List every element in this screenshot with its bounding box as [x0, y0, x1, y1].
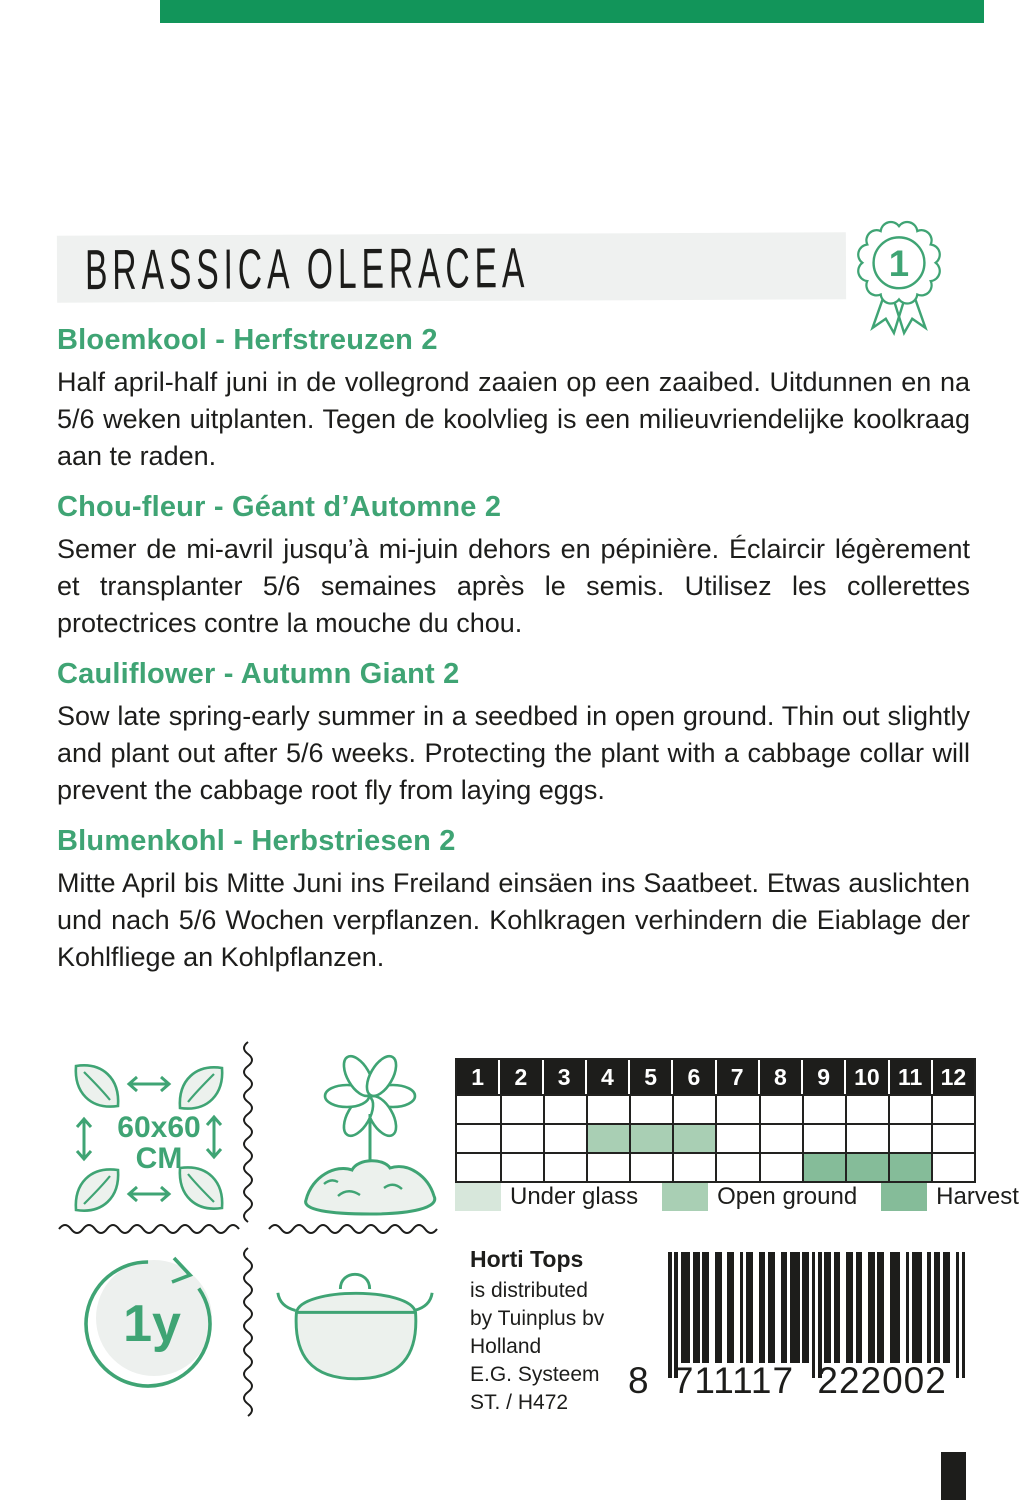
- sowing-flower-icon: [292, 1050, 450, 1222]
- distributor-line: Holland: [470, 1335, 542, 1358]
- heading-french: Chou-fleur - Géant d’Automne 2: [57, 491, 502, 523]
- spacing-unit: CM: [135, 1142, 183, 1175]
- calendar-legend: [455, 1183, 1019, 1211]
- heading-dutch: Bloemkool - Herfstreuzen 2: [57, 324, 438, 356]
- month-7: 7: [717, 1060, 758, 1094]
- barcode-bar: [871, 1252, 875, 1363]
- calendar-cell: [802, 1125, 845, 1152]
- wavy-divider-vertical: [240, 1040, 256, 1432]
- calendar-cell: [543, 1154, 586, 1181]
- harvest-label: Harvest: [936, 1183, 1019, 1210]
- calendar-cell: [931, 1096, 974, 1123]
- calendar-cell: [629, 1096, 672, 1123]
- barcode-bar: [896, 1252, 900, 1363]
- distributor-name: Horti Tops: [470, 1246, 584, 1272]
- month-11: 11: [890, 1060, 931, 1094]
- calendar-cell: [715, 1154, 758, 1181]
- calendar-cell: [500, 1096, 543, 1123]
- barcode-bar: [827, 1252, 831, 1363]
- month-9: 9: [803, 1060, 844, 1094]
- species-banner: [57, 232, 846, 302]
- calendar-cell: [759, 1125, 802, 1152]
- body-dutch: Half april-half juni in de vollegrond zaaien op een zaaibed. Uitdunnen en na 5/6 weken uitplanten. Tegen de koolvlieg is een milieuvriendelijke koolkraag aan te raden.: [57, 367, 970, 471]
- calendar-cell: [457, 1154, 500, 1181]
- calendar-cell: [802, 1096, 845, 1123]
- barcode-bar: [906, 1252, 910, 1363]
- barcode-bar: [837, 1252, 841, 1363]
- calendar-cell: [715, 1125, 758, 1152]
- calendar-cell: [931, 1154, 974, 1181]
- calendar-row-under-glass: [457, 1094, 974, 1123]
- calendar-cell: [802, 1154, 845, 1181]
- viability-value: 1y: [123, 1295, 181, 1353]
- month-8: 8: [760, 1060, 801, 1094]
- under-glass-swatch: [455, 1183, 501, 1211]
- barcode-bar: [946, 1252, 950, 1363]
- barcode-bar: [796, 1252, 800, 1363]
- calendar-cell: [759, 1096, 802, 1123]
- open-ground-label: Open ground: [717, 1183, 858, 1210]
- barcode-bar: [687, 1252, 691, 1363]
- distributor-line: E.G. Systeem: [470, 1363, 600, 1386]
- distributor-block: [470, 1246, 650, 1417]
- calendar-cell: [500, 1154, 543, 1181]
- species-name: BRASSICA OLERACEA: [84, 236, 530, 302]
- under-glass-label: Under glass: [510, 1183, 639, 1210]
- award-number: 1: [888, 243, 910, 284]
- calendar-cell: [457, 1125, 500, 1152]
- calendar-cell: [845, 1125, 888, 1152]
- month-6: 6: [673, 1060, 714, 1094]
- barcode-bar: [859, 1252, 863, 1363]
- body-german: Mitte April bis Mitte Juni ins Freiland einsäen ins Saatbeet. Etwas auslichten und nach 5/6 Wochen verpflanzen. Kohlkragen verhindern die Eiablage der Kohlfliege an Kohlpflanzen.: [57, 868, 970, 972]
- month-3: 3: [544, 1060, 585, 1094]
- calendar-cell: [672, 1154, 715, 1181]
- month-4: 4: [587, 1060, 628, 1094]
- calendar-month-header: [457, 1060, 974, 1094]
- barcode-bar: [771, 1252, 775, 1363]
- calendar-cell: [888, 1125, 931, 1152]
- open-ground-swatch: [662, 1183, 708, 1211]
- calendar-cell: [629, 1125, 672, 1152]
- body-french: Semer de mi-avril jusqu’à mi-juin dehors en pépinière. Éclaircir légèrement et transplanter 5/6 semaines après le semis. Utilisez les collerettes protectrices contre la mouche du chou.: [57, 534, 970, 638]
- barcode-bar: [806, 1252, 810, 1363]
- heading-english: Cauliflower - Autumn Giant 2: [57, 658, 460, 690]
- top-green-bar: [160, 0, 984, 23]
- barcode-bar: [740, 1252, 744, 1363]
- barcode-bar: [731, 1252, 735, 1363]
- barcode-bar: [881, 1252, 885, 1363]
- month-10: 10: [846, 1060, 887, 1094]
- barcode-bar: [706, 1252, 710, 1363]
- section-english: [57, 658, 970, 809]
- barcode-bar: [762, 1252, 766, 1363]
- calendar-cell: [931, 1125, 974, 1152]
- calendar-cell: [457, 1096, 500, 1123]
- calendar-row-open-ground: [457, 1123, 974, 1152]
- section-french: [57, 491, 970, 642]
- calendar-cell: [586, 1125, 629, 1152]
- barcode-bar: [749, 1252, 753, 1363]
- body-english: Sow late spring-early summer in a seedbed in open ground. Thin out slightly and plant out after 5/6 weeks. Protecting the plant with a cabbage collar will prevent the cabbage root fly from laying eggs.: [57, 701, 970, 805]
- vertical-spacing-arrow-left: [77, 1119, 91, 1159]
- distributor-line: is distributed: [470, 1279, 588, 1302]
- month-5: 5: [630, 1060, 671, 1094]
- calendar-cell: [672, 1125, 715, 1152]
- sowing-calendar: [455, 1058, 976, 1183]
- calendar-cell: [543, 1096, 586, 1123]
- calendar-cell: [586, 1154, 629, 1181]
- harvest-swatch: [881, 1183, 927, 1211]
- calendar-row-harvest: [457, 1152, 974, 1181]
- distributor-line: ST. / H472: [470, 1391, 569, 1414]
- barcode-bar: [849, 1252, 853, 1363]
- calendar-cell: [715, 1096, 758, 1123]
- barcode-bar: [784, 1252, 788, 1363]
- cooking-pot-icon: [272, 1260, 438, 1396]
- barcode-bar: [696, 1252, 700, 1363]
- calendar-cell: [845, 1154, 888, 1181]
- section-dutch: [57, 324, 970, 475]
- award-rosette-icon: [848, 216, 950, 336]
- calendar-cell: [586, 1096, 629, 1123]
- section-german: [57, 825, 970, 976]
- horizontal-spacing-arrow-bottom: [129, 1187, 169, 1201]
- calendar-cell: [500, 1125, 543, 1152]
- calendar-cell: [672, 1096, 715, 1123]
- spacing-value: [100, 1112, 218, 1174]
- print-registration-mark: [941, 1452, 966, 1500]
- distributor-line: by Tuinplus bv: [470, 1307, 605, 1330]
- spacing-dimensions: 60x60: [117, 1111, 201, 1144]
- barcode-bar: [718, 1252, 722, 1363]
- month-2: 2: [500, 1060, 541, 1094]
- calendar-cell: [543, 1125, 586, 1152]
- calendar-cell: [888, 1154, 931, 1181]
- horizontal-spacing-arrow-top: [129, 1077, 169, 1091]
- calendar-cell: [759, 1154, 802, 1181]
- barcode-bar: [937, 1252, 941, 1363]
- month-12: 12: [933, 1060, 974, 1094]
- barcode-number: 8 711117 222002: [628, 1360, 947, 1401]
- calendar-cell: [845, 1096, 888, 1123]
- barcode-bar: [927, 1252, 931, 1363]
- barcode-bar: [918, 1252, 922, 1363]
- heading-german: Blumenkohl - Herbstriesen 2: [57, 825, 456, 857]
- month-1: 1: [457, 1060, 498, 1094]
- calendar-cell: [888, 1096, 931, 1123]
- calendar-cell: [629, 1154, 672, 1181]
